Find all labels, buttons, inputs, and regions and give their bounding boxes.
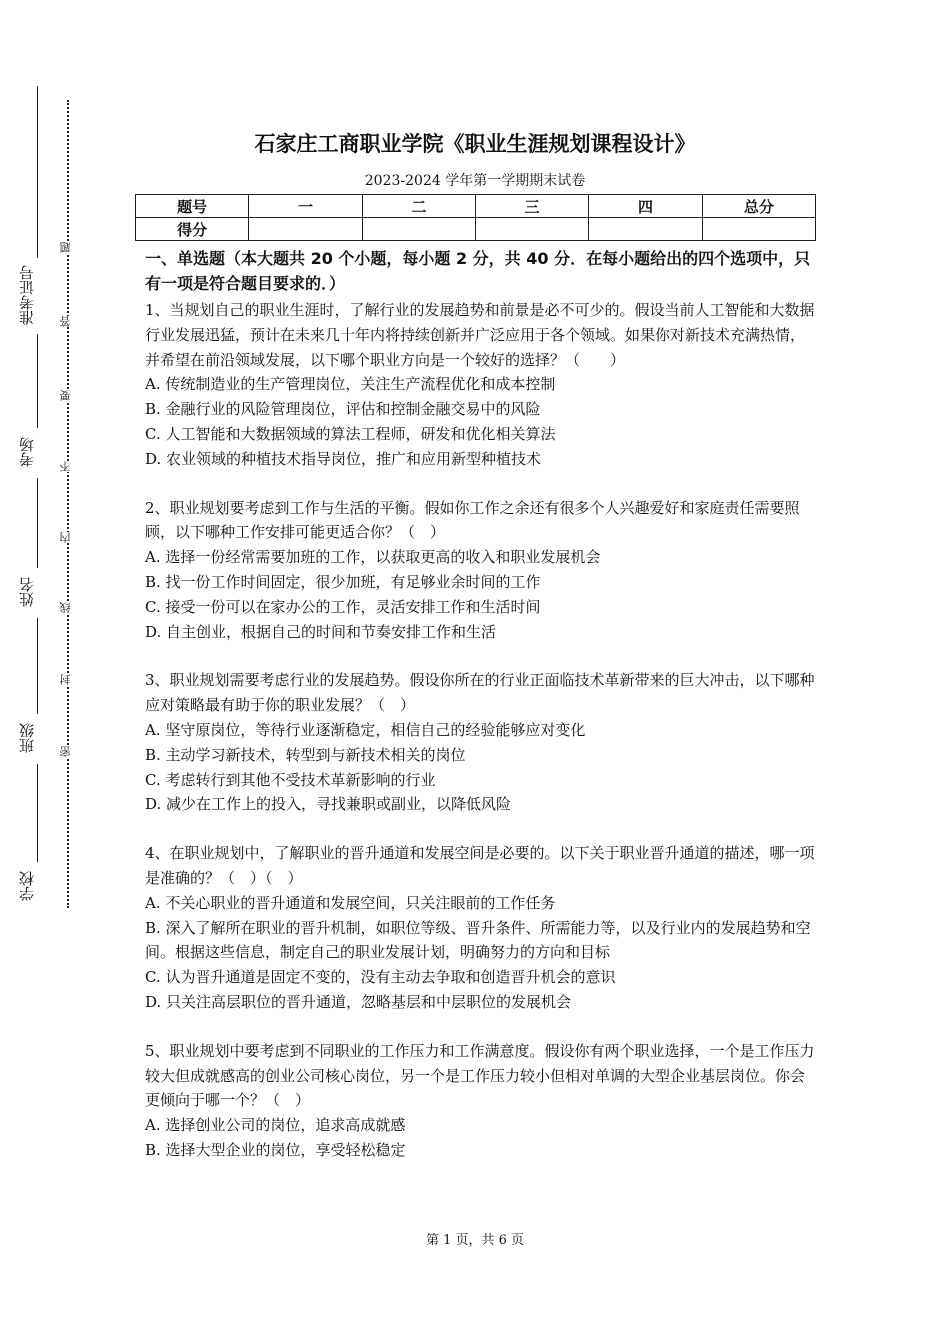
score-table-header: 题号: [136, 195, 249, 218]
seal-char: 线: [60, 602, 76, 613]
score-table-header: 总分: [702, 195, 815, 218]
option-d: D. 自主创业，根据自己的时间和节奏安排工作和生活: [145, 622, 497, 641]
section-heading: 一、单选题（本大题共 20 个小题，每小题 2 分，共 40 分．在每小题给出的四个选项中，只有一项是符合题目要求的．）: [145, 249, 811, 293]
score-table-header: 四: [589, 195, 702, 218]
option-a: A. 选择一份经常需要加班的工作，以获取更高的收入和职业发展机会: [145, 548, 601, 567]
seal-char: 封: [60, 674, 76, 685]
seal-char: 不: [60, 461, 76, 472]
question-3: [145, 668, 817, 817]
margin-rule: [37, 334, 38, 428]
seal-char: 题: [60, 242, 76, 253]
margin-rule: [37, 478, 38, 568]
question-stem: 5、职业规划中要考虑到不同职业的工作压力和工作满意度。假设你有两个职业选择，一个是工作压力较大但成就感高的创业公司核心岗位，另一个是工作压力较小但相对单调的大型企业基层岗位。你会更倾向于哪一个？（ ）: [145, 1041, 815, 1110]
margin-label-exam-number: 准考证号: [18, 265, 36, 325]
score-cell[interactable]: [589, 218, 702, 241]
margin-label-class: 班级: [18, 723, 36, 753]
option-b: B. 深入了解所在职业的晋升机制，如职位等级、晋升条件、所需能力等，以及行业内的发展趋势和空间。根据这些信息，制定自己的职业发展计划，明确努力的方向和目标: [145, 918, 811, 962]
seal-char: 密: [60, 746, 76, 757]
option-c: C. 认为晋升通道是固定不变的，没有主动去争取和创造晋升机会的意识: [145, 968, 616, 987]
option-a: A. 传统制造业的生产管理岗位，关注生产流程优化和成本控制: [145, 375, 556, 394]
margin-label-exam-room: 考场: [18, 437, 36, 467]
option-b: B. 找一份工作时间固定，很少加班，有足够业余时间的工作: [145, 572, 541, 591]
score-table-score-row: [136, 218, 816, 241]
option-b: B. 选择大型企业的岗位，享受轻松稳定: [145, 1140, 406, 1159]
question-2: [145, 496, 817, 645]
score-table: [135, 194, 816, 241]
score-table-header: 三: [475, 195, 588, 218]
score-cell[interactable]: [702, 218, 815, 241]
question-4: [145, 841, 817, 1015]
seal-char: 要: [60, 390, 76, 401]
seal-char: 内: [60, 532, 76, 543]
score-cell[interactable]: [475, 218, 588, 241]
option-c: C. 考虑转行到其他不受技术革新影响的行业: [145, 770, 436, 789]
question-stem: 4、在职业规划中，了解职业的晋升通道和发展空间是必要的。以下关于职业晋升通道的描述，哪一项是准确的？（ ）（ ）: [145, 844, 815, 887]
margin-rule: [37, 618, 38, 714]
option-a: A. 坚守原岗位，等待行业逐渐稳定，相信自己的经验能够应对变化: [145, 720, 586, 739]
question-1: [145, 298, 817, 472]
exam-title: 石家庄工商职业学院《职业生涯规划课程设计》: [254, 132, 696, 156]
option-b: B. 主动学习新技术，转型到与新技术相关的岗位: [145, 745, 466, 764]
question-5: [145, 1039, 817, 1163]
question-stem: 1、当规划自己的职业生涯时，了解行业的发展趋势和前景是必不可少的。假设当前人工智能和大数据行业发展迅猛，预计在未来几十年内将持续创新并广泛应用于各个领域。如果你对新技术充满热情，并希望在前沿领域发展，以下哪个职业方向是一个较好的选择？（ ）: [145, 301, 815, 369]
page-footer: 第 1 页，共 6 页: [425, 1233, 525, 1248]
score-table-header: 二: [362, 195, 475, 218]
score-cell[interactable]: [249, 218, 362, 241]
margin-label-name: 姓名: [18, 577, 36, 607]
score-table-header-row: [136, 195, 816, 218]
option-c: C. 人工智能和大数据领域的算法工程师，研发和优化相关算法: [145, 424, 556, 443]
margin-rule: [37, 764, 38, 862]
score-table-header: 一: [249, 195, 362, 218]
score-table-row-label: 得分: [136, 218, 249, 241]
seal-dotted-line: [67, 100, 69, 908]
option-d: D. 只关注高层职位的晋升通道，忽略基层和中层职位的发展机会: [145, 992, 572, 1011]
option-c: C. 接受一份可以在家办公的工作，灵活安排工作和生活时间: [145, 597, 541, 616]
seal-char: 答: [60, 316, 76, 327]
option-d: D. 农业领域的种植技术指导岗位，推广和应用新型种植技术: [145, 449, 542, 468]
margin-label-school: 学校: [18, 871, 36, 901]
exam-subtitle: 2023-2024 学年第一学期期末试卷: [364, 173, 586, 189]
exam-content: [145, 246, 817, 1187]
option-b: B. 金融行业的风险管理岗位，评估和控制金融交易中的风险: [145, 400, 541, 419]
question-stem: 2、职业规划要考虑到工作与生活的平衡。假如你工作之余还有很多个人兴趣爱好和家庭责任需要照顾，以下哪种工作安排可能更适合你？（ ）: [145, 498, 800, 542]
option-a: A. 选择创业公司的岗位，追求高成就感: [145, 1116, 406, 1135]
score-cell[interactable]: [362, 218, 475, 241]
question-stem: 3、职业规划需要考虑行业的发展趋势。假设你所在的行业正面临技术革新带来的巨大冲击，以下哪种应对策略最有助于你的职业发展？（ ）: [145, 671, 815, 715]
option-d: D. 减少在工作上的投入，寻找兼职或副业，以降低风险: [145, 795, 512, 814]
option-a: A. 不关心职业的晋升通道和发展空间，只关注眼前的工作任务: [145, 893, 556, 912]
